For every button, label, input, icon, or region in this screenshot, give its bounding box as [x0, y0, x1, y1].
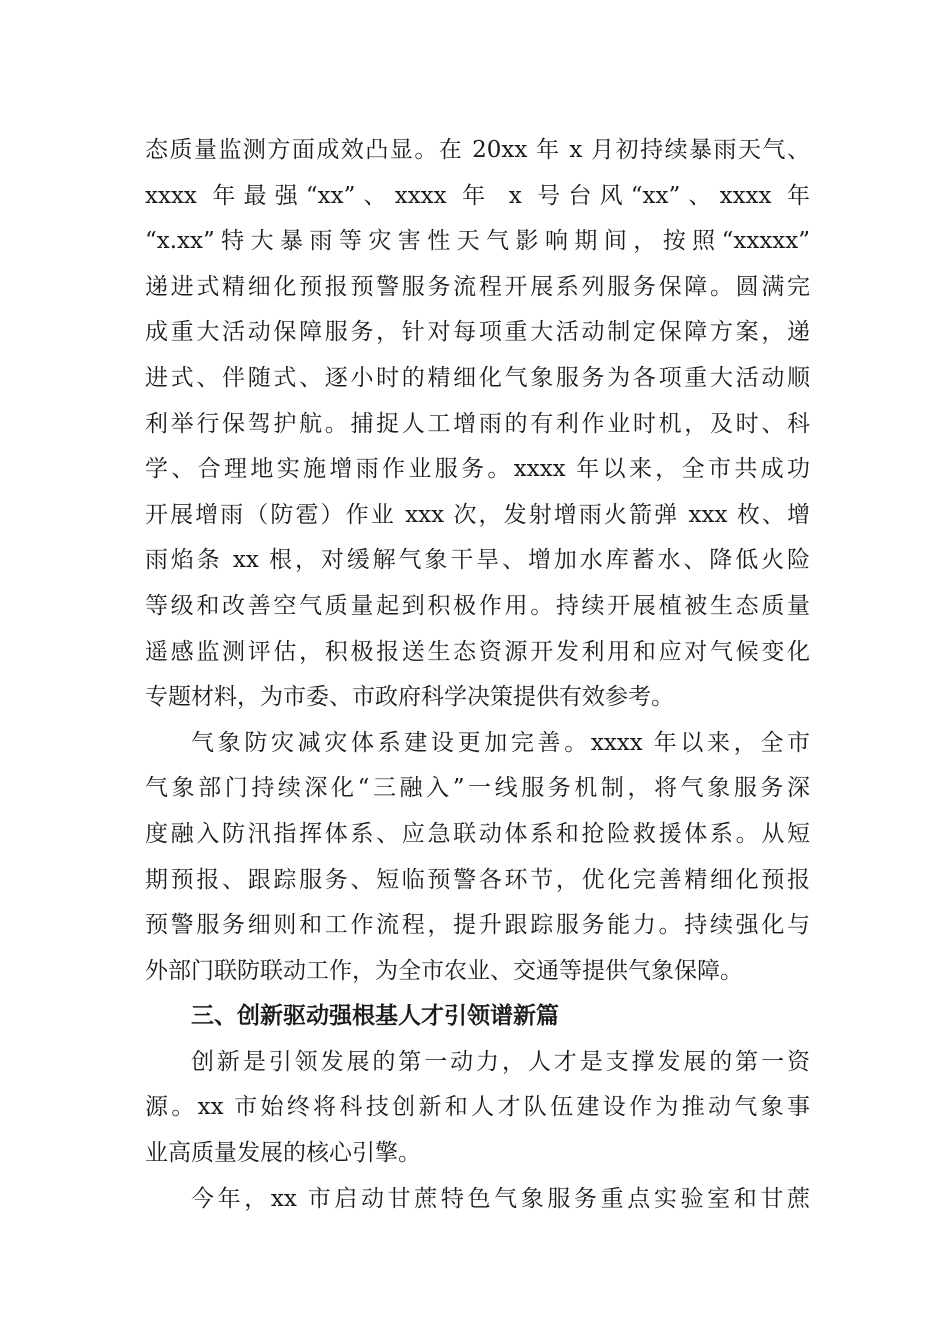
- text-line: 预警服务细则和工作流程，提升跟踪服务能力。持续强化与: [145, 912, 810, 939]
- text-line: 专题材料，为市委、市政府科学决策提供有效参考。: [145, 684, 674, 711]
- text-line: 创新是引领发展的第一动力，人才是支撑发展的第一资: [191, 1048, 810, 1075]
- text-line: 开展增雨（防雹）作业 xxx 次，发射增雨火箭弹 xxx 枚、增: [145, 501, 810, 528]
- text-line: 今年，xx 市启动甘蔗特色气象服务重点实验室和甘蔗: [191, 1185, 810, 1212]
- text-line: 遥感监测评估，积极报送生态资源开发利用和应对气候变化: [145, 638, 810, 665]
- text-line: 源。xx 市始终将科技创新和人才队伍建设作为推动气象事: [145, 1094, 810, 1121]
- text-line: 期预报、跟踪服务、短临预警各环节，优化完善精细化预报: [145, 866, 810, 893]
- document-body: [145, 128, 810, 1222]
- text-line: 业高质量发展的核心引擎。: [145, 1140, 421, 1167]
- text-line: 态质量监测方面成效凸显。在 20xx 年 x 月初持续暴雨天气、: [145, 137, 810, 163]
- text-line: 度融入防汛指挥体系、应急联动体系和抢险救援体系。从短: [145, 820, 810, 847]
- paragraph-ecology-monitoring: [145, 128, 810, 721]
- paragraph-innovation: [145, 1040, 810, 1177]
- text-line: 气象防灾减灾体系建设更加完善。xxxx 年以来，全市: [191, 729, 810, 756]
- text-line: 外部门联防联动工作，为全市农业、交通等提供气象保障。: [145, 957, 743, 984]
- text-line: 进式、伴随式、逐小时的精细化气象服务为各项重大活动顺: [145, 364, 810, 391]
- text-line: 成重大活动保障服务，针对每项重大活动制定保障方案，递: [145, 319, 810, 346]
- section-heading: 三、创新驱动强根基人才引领谱新篇: [191, 1003, 559, 1030]
- text-line: 气象部门持续深化“三融入”一线服务机制，将气象服务深: [145, 775, 810, 802]
- text-line: 学、合理地实施增雨作业服务。xxxx 年以来，全市共成功: [145, 456, 810, 483]
- text-line: 等级和改善空气质量起到积极作用。持续开展植被生态质量: [145, 592, 810, 619]
- text-line: “x.xx”特大暴雨等灾害性天气影响期间，按照“xxxxx”: [145, 228, 810, 255]
- paragraph-disaster-prevention: [145, 721, 810, 995]
- text-line: 递进式精细化预报预警服务流程开展系列服务保障。圆满完: [145, 273, 810, 300]
- text-line: 雨焰条 xx 根，对缓解气象干旱、增加水库蓄水、降低火险: [145, 547, 810, 574]
- text-line: xxxx 年最强“xx”、xxxx 年 x 号台风“xx”、xxxx 年: [145, 182, 810, 209]
- text-line: 利举行保驾护航。捕捉人工增雨的有利作业时机，及时、科: [145, 410, 810, 437]
- paragraph-this-year: [145, 1177, 810, 1223]
